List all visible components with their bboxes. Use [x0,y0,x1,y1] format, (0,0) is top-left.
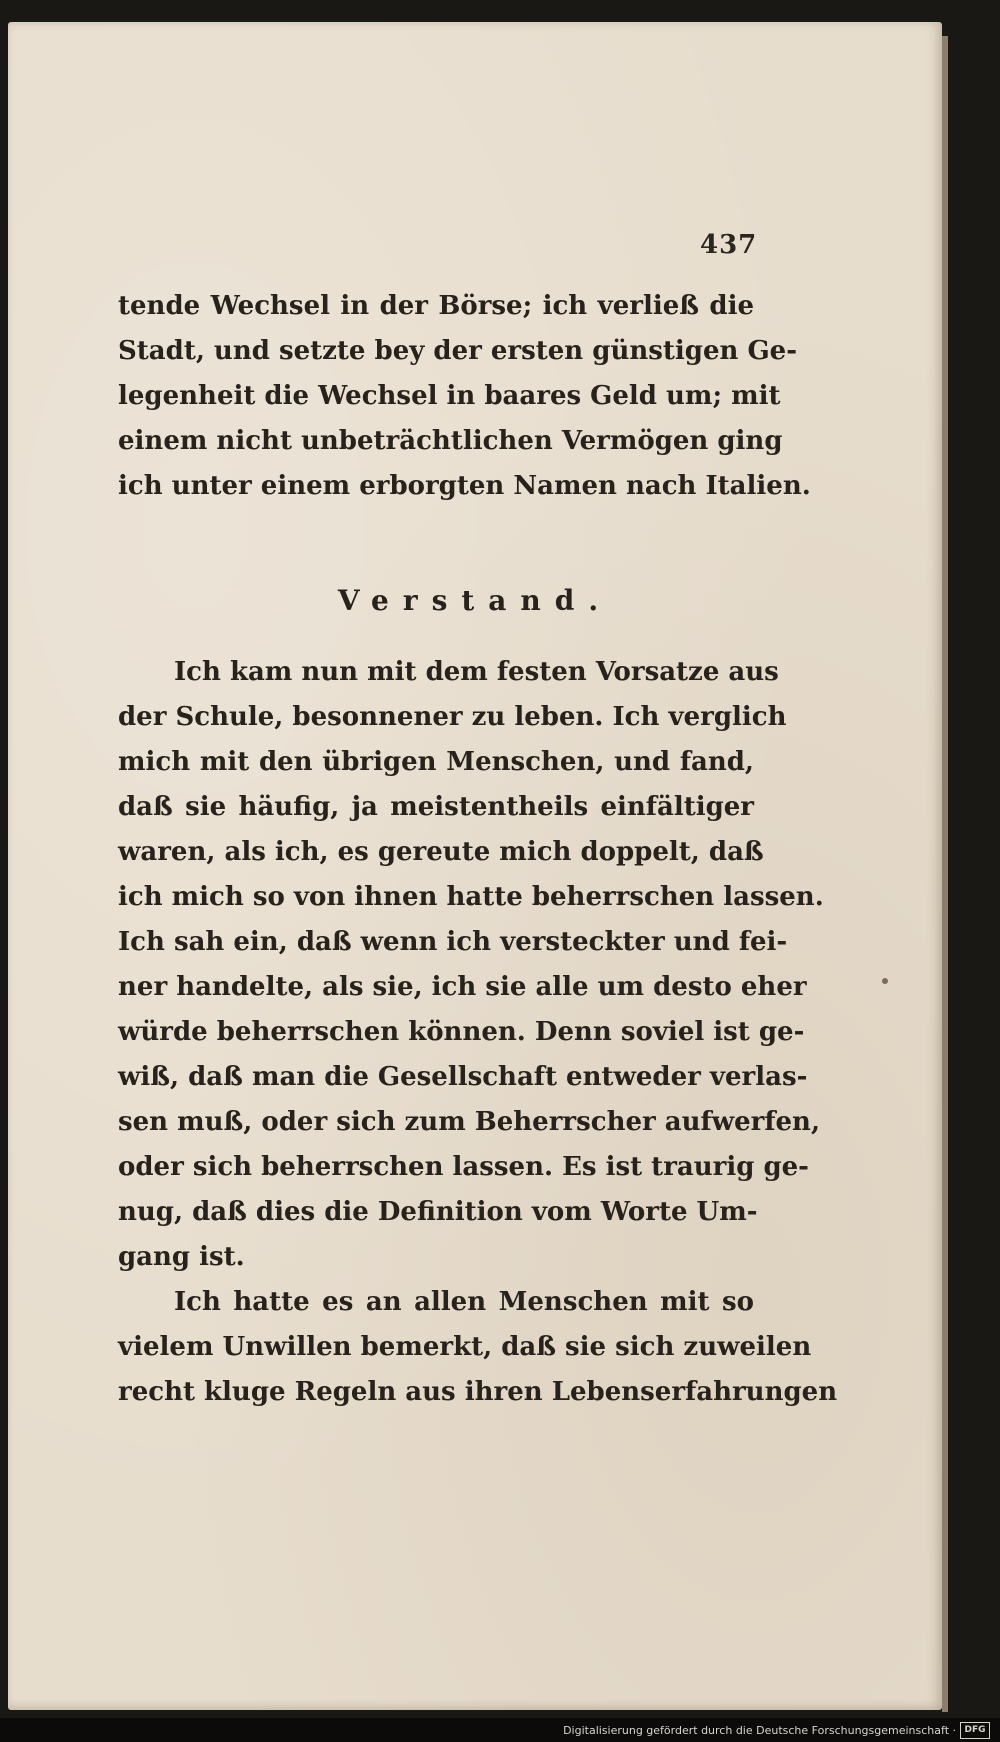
text-block-main [118,650,838,1415]
text-line: daß sie häufig, ja meistentheils einfältiger [118,792,754,822]
dfg-logo: DFG [960,1722,990,1739]
paper-speck [882,978,888,984]
text-line: ich unter einem erborgten Namen nach Italien. [118,471,811,501]
text-line: recht kluge Regeln aus ihren Lebenserfahrungen [118,1377,838,1407]
text-line: oder sich beherrschen lassen. Es ist traurig ge- [118,1152,809,1182]
footer-credit: Digitalisierung gefördert durch die Deutsche Forschungsgemeinschaft · [563,1724,956,1737]
text-line: ich mich so von ihnen hatte beherrschen lassen. [118,882,824,912]
text-line: Ich hatte es an allen Menschen mit so [174,1287,754,1317]
text-line: mich mit den übrigen Menschen, und fand, [118,747,754,777]
text-line: einem nicht unbeträchtlichen Vermögen ging [118,426,783,456]
text-line: tende Wechsel in der Börse; ich verließ die [118,291,754,321]
text-line: Ich kam nun mit dem festen Vorsatze aus [174,657,779,687]
text-line: würde beherrschen können. Denn soviel ist ge- [118,1017,805,1047]
text-line: vielem Unwillen bemerkt, daß sie sich zuweilen [118,1332,812,1362]
text-line: legenheit die Wechsel in baares Geld um; mit [118,381,781,411]
text-line: Ich sah ein, daß wenn ich versteckter und fei- [118,927,788,957]
text-block-top [118,284,811,509]
page-edge [942,36,948,1712]
text-line: sen muß, oder sich zum Beherrscher aufwerfen, [118,1107,821,1137]
page-number: 437 [700,230,758,260]
text-line: nug, daß dies die Definition vom Worte Um- [118,1197,758,1227]
section-heading: Verstand. [337,584,613,617]
book-page [8,22,942,1710]
text-line: wiß, daß man die Gesellschaft entweder verlas- [118,1062,808,1092]
text-line: ner handelte, als sie, ich sie alle um desto eher [118,972,807,1002]
text-line: gang ist. [118,1242,245,1272]
text-line: der Schule, besonnener zu leben. Ich verglich [118,702,787,732]
text-line: Stadt, und setzte bey der ersten günstigen Ge- [118,336,797,366]
text-line: waren, als ich, es gereute mich doppelt, daß [118,837,764,867]
